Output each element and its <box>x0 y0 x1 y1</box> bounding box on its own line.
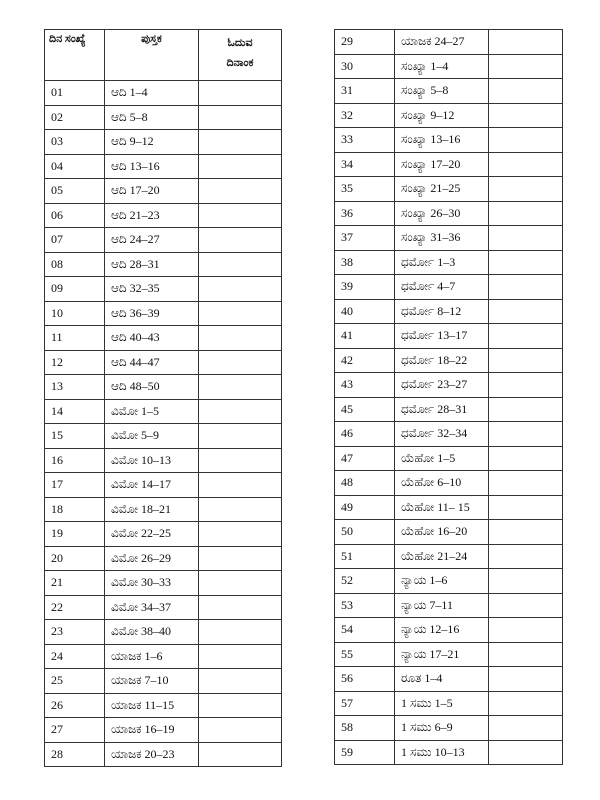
read-date-cell[interactable] <box>199 424 282 449</box>
day-number-cell: 21 <box>45 571 105 596</box>
book-cell: ಸಂಖ್ಯಾ 13–16 <box>395 128 489 153</box>
table-row <box>45 546 282 571</box>
book-cell: ಆದಿ 40–43 <box>105 326 199 351</box>
book-cell: ವಿಮೋ 30–33 <box>105 571 199 596</box>
read-date-cell[interactable] <box>199 301 282 326</box>
table-row <box>335 79 563 104</box>
table-row <box>45 326 282 351</box>
day-number-cell: 42 <box>335 348 395 373</box>
book-cell: ಸಂಖ್ಯಾ 9–12 <box>395 103 489 128</box>
table-row <box>335 446 563 471</box>
read-date-cell[interactable] <box>489 471 563 496</box>
book-cell: ಆದಿ 21–23 <box>105 203 199 228</box>
read-date-cell[interactable] <box>489 324 563 349</box>
read-date-cell[interactable] <box>199 448 282 473</box>
table-row <box>45 424 282 449</box>
day-number-cell: 04 <box>45 154 105 179</box>
book-cell: ನ್ಯಾಯ 12–16 <box>395 618 489 643</box>
table-row <box>335 520 563 545</box>
day-number-cell: 27 <box>45 718 105 743</box>
read-date-cell[interactable] <box>199 81 282 106</box>
day-number-cell: 30 <box>335 54 395 79</box>
book-cell: ಸಂಖ್ಯಾ 17–20 <box>395 152 489 177</box>
book-cell: ನ್ಯಾಯ 1–6 <box>395 569 489 594</box>
book-cell: ವಿಮೋ 1–5 <box>105 399 199 424</box>
table-row <box>335 250 563 275</box>
table-row <box>335 471 563 496</box>
book-cell: ಸಂಖ್ಯಾ 31–36 <box>395 226 489 251</box>
book-cell: ಆದಿ 13–16 <box>105 154 199 179</box>
day-number-cell: 41 <box>335 324 395 349</box>
table-row <box>45 742 282 767</box>
read-date-cell[interactable] <box>489 691 563 716</box>
table-row <box>335 201 563 226</box>
read-date-cell[interactable] <box>199 644 282 669</box>
read-date-cell[interactable] <box>199 571 282 596</box>
table-row <box>45 252 282 277</box>
book-cell: ಧರ್ಮೋ 1–3 <box>395 250 489 275</box>
day-number-cell: 37 <box>335 226 395 251</box>
read-date-cell[interactable] <box>199 277 282 302</box>
book-cell: ಸಂಖ್ಯಾ 26–30 <box>395 201 489 226</box>
book-cell: ನ್ಯಾಯ 7–11 <box>395 593 489 618</box>
table-row <box>45 179 282 204</box>
table-header-row <box>45 30 282 81</box>
reading-plan-table-right <box>334 29 563 765</box>
day-number-cell: 50 <box>335 520 395 545</box>
book-cell: ಆದಿ 5–8 <box>105 105 199 130</box>
day-number-cell: 54 <box>335 618 395 643</box>
book-cell: ಧರ್ಮೋ 23–27 <box>395 373 489 398</box>
book-cell: ಸಂಖ್ಯಾ 1–4 <box>395 54 489 79</box>
table-row <box>45 301 282 326</box>
table-row <box>45 718 282 743</box>
book-cell: ಯಾಜಕ 7–10 <box>105 669 199 694</box>
day-number-cell: 36 <box>335 201 395 226</box>
read-date-cell[interactable] <box>489 716 563 741</box>
read-date-cell[interactable] <box>489 348 563 373</box>
book-cell: ಯಾಜಕ 11–15 <box>105 693 199 718</box>
read-date-cell[interactable] <box>199 718 282 743</box>
book-cell: ರೂತ 1–4 <box>395 667 489 692</box>
read-date-cell[interactable] <box>199 252 282 277</box>
book-cell: ಯೆಹೋ 1–5 <box>395 446 489 471</box>
day-number-cell: 18 <box>45 497 105 522</box>
table-row <box>45 448 282 473</box>
read-date-cell[interactable] <box>199 620 282 645</box>
table-row <box>335 152 563 177</box>
read-date-cell[interactable] <box>199 154 282 179</box>
table-row <box>45 473 282 498</box>
read-date-cell[interactable] <box>489 226 563 251</box>
table-row <box>45 154 282 179</box>
read-date-cell[interactable] <box>489 642 563 667</box>
day-number-cell: 43 <box>335 373 395 398</box>
day-number-cell: 05 <box>45 179 105 204</box>
read-date-cell[interactable] <box>489 495 563 520</box>
book-cell: ಆದಿ 36–39 <box>105 301 199 326</box>
read-date-cell[interactable] <box>199 669 282 694</box>
read-date-cell[interactable] <box>489 250 563 275</box>
read-date-cell[interactable] <box>489 618 563 643</box>
table-row <box>335 30 563 55</box>
read-date-cell[interactable] <box>489 79 563 104</box>
book-cell: ಆದಿ 17–20 <box>105 179 199 204</box>
day-number-cell: 19 <box>45 522 105 547</box>
day-number-cell: 02 <box>45 105 105 130</box>
table-row <box>335 103 563 128</box>
day-number-cell: 31 <box>335 79 395 104</box>
table-body-left <box>45 81 282 767</box>
day-number-cell: 13 <box>45 375 105 400</box>
book-cell: ವಿಮೋ 38–40 <box>105 620 199 645</box>
book-cell: ಸಂಖ್ಯಾ 5–8 <box>395 79 489 104</box>
read-date-cell[interactable] <box>199 399 282 424</box>
table-row <box>335 593 563 618</box>
day-number-cell: 28 <box>45 742 105 767</box>
table-row <box>335 495 563 520</box>
read-date-cell[interactable] <box>489 397 563 422</box>
table-row <box>335 397 563 422</box>
day-number-cell: 17 <box>45 473 105 498</box>
book-cell: ಧರ್ಮೋ 28–31 <box>395 397 489 422</box>
day-number-cell: 46 <box>335 422 395 447</box>
read-date-cell[interactable] <box>489 152 563 177</box>
book-cell: 1 ಸಮು 10–13 <box>395 740 489 765</box>
read-date-cell[interactable] <box>489 177 563 202</box>
read-date-cell[interactable] <box>199 179 282 204</box>
book-cell: ಆದಿ 28–31 <box>105 252 199 277</box>
table-row <box>335 348 563 373</box>
day-number-cell: 06 <box>45 203 105 228</box>
book-cell: ನ್ಯಾಯ 17–21 <box>395 642 489 667</box>
day-number-cell: 14 <box>45 399 105 424</box>
read-date-cell[interactable] <box>199 522 282 547</box>
table-row <box>335 667 563 692</box>
table-row <box>335 177 563 202</box>
read-date-cell[interactable] <box>199 693 282 718</box>
reading-plan-table-left <box>44 29 282 767</box>
read-date-cell[interactable] <box>199 742 282 767</box>
book-cell: ವಿಮೋ 10–13 <box>105 448 199 473</box>
day-number-cell: 09 <box>45 277 105 302</box>
header-read-date <box>199 30 282 81</box>
book-cell: ಯಾಜಕ 1–6 <box>105 644 199 669</box>
book-cell: ವಿಮೋ 18–21 <box>105 497 199 522</box>
read-date-cell[interactable] <box>489 201 563 226</box>
day-number-cell: 25 <box>45 669 105 694</box>
table-row <box>45 595 282 620</box>
book-cell: ವಿಮೋ 14–17 <box>105 473 199 498</box>
day-number-cell: 24 <box>45 644 105 669</box>
book-cell: ವಿಮೋ 22–25 <box>105 522 199 547</box>
read-date-cell[interactable] <box>489 275 563 300</box>
book-cell: ಯಾಜಕ 16–19 <box>105 718 199 743</box>
day-number-cell: 16 <box>45 448 105 473</box>
table-row <box>335 54 563 79</box>
day-number-cell: 15 <box>45 424 105 449</box>
book-cell: 1 ಸಮು 6–9 <box>395 716 489 741</box>
read-date-cell[interactable] <box>199 203 282 228</box>
read-date-cell[interactable] <box>199 228 282 253</box>
read-date-cell[interactable] <box>489 520 563 545</box>
header-day-number: ದಿನ ಸಂಖ್ಯೆ <box>45 30 105 81</box>
book-cell: ಧರ್ಮೋ 32–34 <box>395 422 489 447</box>
day-number-cell: 57 <box>335 691 395 716</box>
read-date-cell[interactable] <box>199 473 282 498</box>
day-number-cell: 45 <box>335 397 395 422</box>
table-row <box>335 569 563 594</box>
table-row <box>335 618 563 643</box>
table-row <box>335 226 563 251</box>
table-row <box>45 105 282 130</box>
day-number-cell: 10 <box>45 301 105 326</box>
day-number-cell: 47 <box>335 446 395 471</box>
day-number-cell: 32 <box>335 103 395 128</box>
day-number-cell: 48 <box>335 471 395 496</box>
book-cell: ಧರ್ಮೋ 18–22 <box>395 348 489 373</box>
table-row <box>45 620 282 645</box>
read-date-cell[interactable] <box>199 497 282 522</box>
day-number-cell: 38 <box>335 250 395 275</box>
book-cell: ಆದಿ 32–35 <box>105 277 199 302</box>
table-row <box>335 716 563 741</box>
read-date-cell[interactable] <box>489 54 563 79</box>
table-row <box>45 81 282 106</box>
table-row <box>45 277 282 302</box>
table-row <box>45 399 282 424</box>
header-book: ಪುಸ್ತಕ <box>105 30 199 81</box>
book-cell: ಆದಿ 24–27 <box>105 228 199 253</box>
table-row <box>45 497 282 522</box>
book-cell: ಯಾಜಕ 20–23 <box>105 742 199 767</box>
book-cell: ಯೆಹೋ 21–24 <box>395 544 489 569</box>
day-number-cell: 01 <box>45 81 105 106</box>
book-cell: ಯಾಜಕ 24–27 <box>395 30 489 55</box>
day-number-cell: 29 <box>335 30 395 55</box>
table-row <box>335 128 563 153</box>
table-row <box>335 740 563 765</box>
book-cell: ವಿಮೋ 5–9 <box>105 424 199 449</box>
day-number-cell: 26 <box>45 693 105 718</box>
book-cell: 1 ಸಮು 1–5 <box>395 691 489 716</box>
read-date-cell[interactable] <box>489 446 563 471</box>
day-number-cell: 49 <box>335 495 395 520</box>
day-number-cell: 39 <box>335 275 395 300</box>
book-cell: ಧರ್ಮೋ 4–7 <box>395 275 489 300</box>
table-row <box>45 644 282 669</box>
read-date-cell[interactable] <box>199 350 282 375</box>
day-number-cell: 52 <box>335 569 395 594</box>
header-read-date-line1: ಓದುವ <box>227 37 253 49</box>
day-number-cell: 53 <box>335 593 395 618</box>
book-cell: ಧರ್ಮೋ 8–12 <box>395 299 489 324</box>
read-date-cell[interactable] <box>199 546 282 571</box>
book-cell: ಯೆಹೋ 11– 15 <box>395 495 489 520</box>
read-date-cell[interactable] <box>489 544 563 569</box>
header-read-date-line2: ದಿನಾಂಕ <box>226 57 254 69</box>
day-number-cell: 34 <box>335 152 395 177</box>
table-row <box>335 275 563 300</box>
table-row <box>45 228 282 253</box>
read-date-cell[interactable] <box>199 130 282 155</box>
read-date-cell[interactable] <box>489 103 563 128</box>
book-cell: ಯೆಹೋ 16–20 <box>395 520 489 545</box>
day-number-cell: 11 <box>45 326 105 351</box>
read-date-cell[interactable] <box>199 375 282 400</box>
table-row <box>335 691 563 716</box>
table-row <box>45 693 282 718</box>
table-body-right <box>335 30 563 765</box>
read-date-cell[interactable] <box>489 569 563 594</box>
day-number-cell: 12 <box>45 350 105 375</box>
day-number-cell: 51 <box>335 544 395 569</box>
book-cell: ಸಂಖ್ಯಾ 21–25 <box>395 177 489 202</box>
table-row <box>45 350 282 375</box>
table-row <box>45 571 282 596</box>
day-number-cell: 55 <box>335 642 395 667</box>
read-date-cell[interactable] <box>489 422 563 447</box>
table-row <box>45 203 282 228</box>
day-number-cell: 40 <box>335 299 395 324</box>
book-cell: ಆದಿ 1–4 <box>105 81 199 106</box>
table-row <box>45 669 282 694</box>
day-number-cell: 33 <box>335 128 395 153</box>
table-row <box>335 422 563 447</box>
table-row <box>335 324 563 349</box>
read-date-cell[interactable] <box>489 373 563 398</box>
read-date-cell[interactable] <box>489 299 563 324</box>
book-cell: ವಿಮೋ 34–37 <box>105 595 199 620</box>
day-number-cell: 23 <box>45 620 105 645</box>
table-row <box>45 375 282 400</box>
book-cell: ಧರ್ಮೋ 13–17 <box>395 324 489 349</box>
read-date-cell[interactable] <box>489 740 563 765</box>
table-row <box>335 642 563 667</box>
read-date-cell[interactable] <box>489 30 563 55</box>
day-number-cell: 03 <box>45 130 105 155</box>
day-number-cell: 59 <box>335 740 395 765</box>
book-cell: ಆದಿ 44–47 <box>105 350 199 375</box>
day-number-cell: 58 <box>335 716 395 741</box>
day-number-cell: 35 <box>335 177 395 202</box>
read-date-cell[interactable] <box>199 595 282 620</box>
book-cell: ಆದಿ 9–12 <box>105 130 199 155</box>
read-date-cell[interactable] <box>489 128 563 153</box>
table-row <box>45 130 282 155</box>
book-cell: ವಿಮೋ 26–29 <box>105 546 199 571</box>
read-date-cell[interactable] <box>199 105 282 130</box>
read-date-cell[interactable] <box>489 667 563 692</box>
book-cell: ಆದಿ 48–50 <box>105 375 199 400</box>
day-number-cell: 20 <box>45 546 105 571</box>
table-row <box>45 522 282 547</box>
day-number-cell: 22 <box>45 595 105 620</box>
day-number-cell: 07 <box>45 228 105 253</box>
table-row <box>335 544 563 569</box>
book-cell: ಯೆಹೋ 6–10 <box>395 471 489 496</box>
table-row <box>335 373 563 398</box>
day-number-cell: 08 <box>45 252 105 277</box>
read-date-cell[interactable] <box>199 326 282 351</box>
day-number-cell: 56 <box>335 667 395 692</box>
read-date-cell[interactable] <box>489 593 563 618</box>
table-row <box>335 299 563 324</box>
